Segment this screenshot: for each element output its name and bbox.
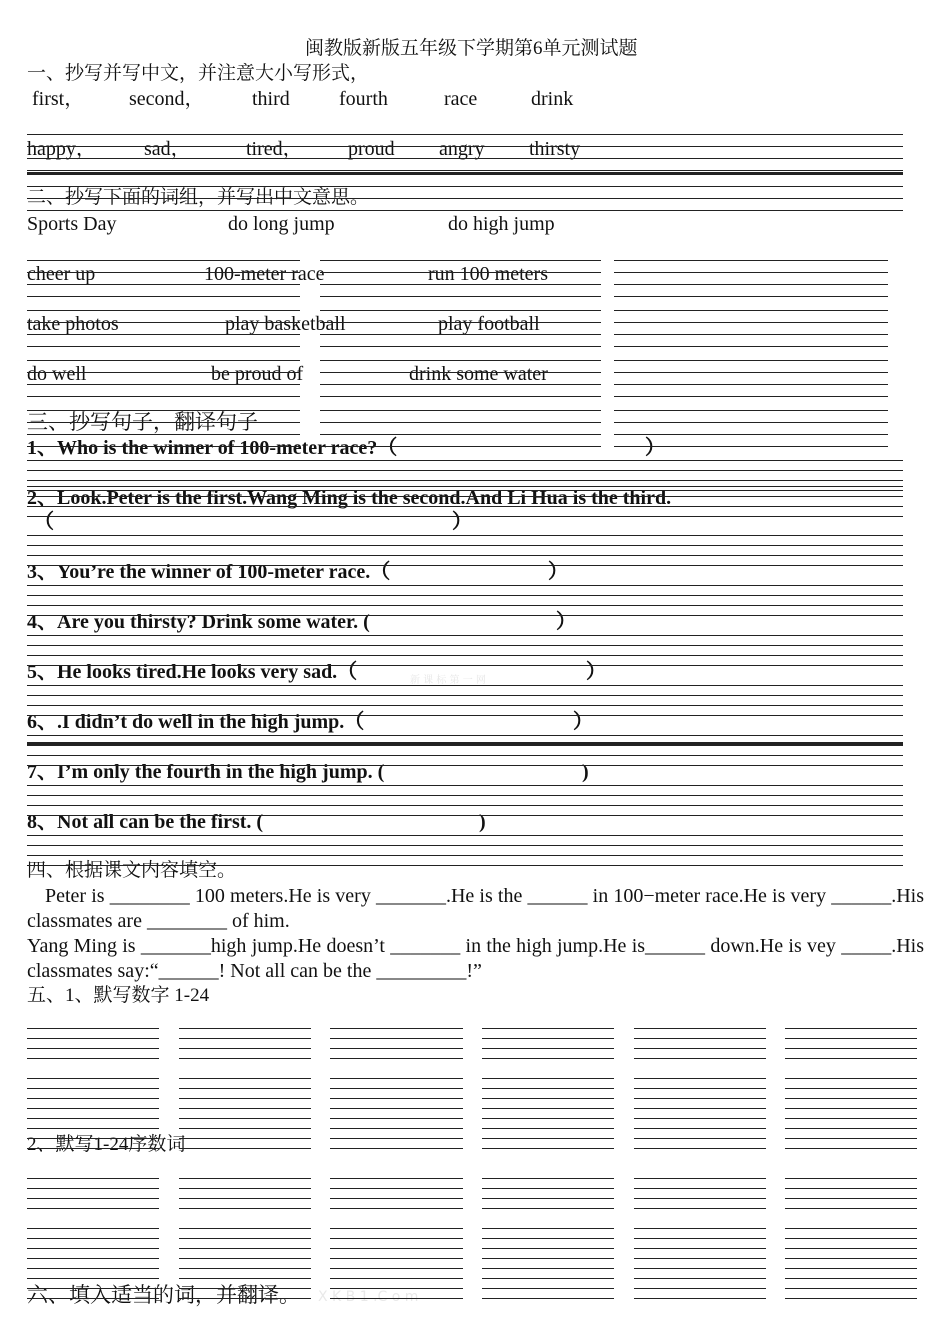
ruling-line: [634, 1278, 766, 1279]
ruling-line: [482, 1078, 614, 1079]
ruling-line: [27, 635, 903, 636]
ruling-line: [27, 805, 903, 806]
ruling-line: [27, 1248, 159, 1249]
ruling-line: [27, 1238, 159, 1239]
ruling-line: [27, 260, 300, 261]
ruling-line: [614, 396, 888, 397]
ruling-line: [179, 1288, 311, 1289]
ruling-line: [785, 1238, 917, 1239]
ruling-line: [320, 346, 601, 347]
ruling-line: [27, 486, 903, 487]
ruling-line: [614, 372, 888, 373]
ruling-line: [27, 745, 903, 746]
ruling-line: [179, 1088, 311, 1089]
ruling-line: [27, 585, 903, 586]
ruling-line: [482, 1228, 614, 1229]
sentence-7: 7、I’m only the fourth in the high jump. (: [27, 761, 385, 783]
ruling-line: [27, 434, 300, 435]
ruling-line: [785, 1128, 917, 1129]
ruling-line: [330, 1078, 463, 1079]
ruling-line: [320, 384, 601, 385]
ruling-line: [179, 1148, 311, 1149]
ruling-line: [27, 460, 903, 461]
ruling-line: [614, 346, 888, 347]
ruling-line: [27, 384, 300, 385]
ruling-line: [785, 1148, 917, 1149]
ruling-line: [482, 1298, 614, 1299]
sentence-3: 3、You’re the winner of 100-meter race.（: [27, 561, 391, 583]
ruling-line: [634, 1118, 766, 1119]
ruling-line: [482, 1258, 614, 1259]
ruling-line: [27, 422, 300, 423]
ruling-line: [27, 322, 300, 323]
ruling-line: [614, 384, 888, 385]
ruling-line: [614, 446, 888, 447]
word: second，: [129, 88, 205, 110]
watermark-text: X K B 1 .C o m: [318, 1289, 419, 1305]
ruling-line: [27, 815, 903, 816]
ruling-line: [27, 1278, 159, 1279]
ruling-line: [179, 1128, 311, 1129]
ruling-line: [27, 1298, 159, 1299]
sentence-2: 2、Look.Peter is the first.Wang Ming is the second.And Li Hua is the third.: [27, 487, 672, 509]
ruling-line: [320, 284, 601, 285]
ruling-line: [27, 516, 903, 517]
ruling-line: [634, 1178, 766, 1179]
ruling-line: [330, 1128, 463, 1129]
ruling-line: [330, 1208, 463, 1209]
ruling-line: [785, 1248, 917, 1249]
ruling-line: [785, 1108, 917, 1109]
sentence-8: 8、Not all can be the first. (: [27, 811, 264, 833]
ruling-line: [785, 1088, 917, 1089]
ruling-line: [330, 1088, 463, 1089]
ruling-line: [634, 1248, 766, 1249]
ruling-line: [330, 1198, 463, 1199]
ruling-line: [320, 410, 601, 411]
phrase: 100-meter race: [204, 263, 325, 285]
ruling-line: [482, 1088, 614, 1089]
phrase: do high jump: [448, 213, 555, 235]
ruling-line: [330, 1248, 463, 1249]
ruling-line: [27, 685, 903, 686]
ruling-line: [330, 1138, 463, 1139]
word: third: [252, 88, 290, 110]
ruling-line: [27, 310, 300, 311]
ruling-line: [179, 1108, 311, 1109]
ruling-line: [27, 134, 903, 135]
ruling-line: [179, 1058, 311, 1059]
ruling-line: [27, 1178, 159, 1179]
ruling-line: [634, 1148, 766, 1149]
ruling-line: [179, 1188, 311, 1189]
ruling-line: [330, 1298, 463, 1299]
ruling-line: [27, 855, 903, 856]
word: thirsty: [529, 138, 581, 160]
ruling-line: [27, 198, 903, 199]
ruling-line: [320, 360, 601, 361]
sentence-4: 4、Are you thirsty? Drink some water. (: [27, 611, 370, 633]
ruling-line: [785, 1098, 917, 1099]
phrase: play basketball: [225, 313, 346, 335]
ruling-line: [614, 410, 888, 411]
ruling-line: [27, 146, 903, 147]
section-6-heading: 六、填入适当的词，并翻译。: [27, 1283, 300, 1307]
word: angry: [439, 138, 485, 160]
ruling-line: [27, 705, 903, 706]
ruling-line: [179, 1198, 311, 1199]
ruling-line: [27, 170, 903, 171]
ruling-line: [482, 1238, 614, 1239]
ruling-line: [179, 1118, 311, 1119]
ruling-line: [27, 865, 903, 866]
phrase: do long jump: [228, 213, 335, 235]
ruling-line: [27, 765, 903, 766]
ruling-line: [179, 1258, 311, 1259]
ruling-line: [634, 1058, 766, 1059]
ruling-line: [614, 284, 888, 285]
ruling-line: [179, 1298, 311, 1299]
ruling-line: [482, 1288, 614, 1289]
phrase: play football: [438, 313, 540, 335]
close-paren: ): [479, 811, 486, 833]
section-3-heading: 三、抄写句子，翻译句子: [27, 410, 258, 434]
ruling-line: [27, 490, 903, 491]
ruling-line: [614, 422, 888, 423]
ruling-line: [27, 284, 300, 285]
ruling-line: [27, 1208, 159, 1209]
close-paren: ）: [556, 611, 576, 633]
ruling-line: [179, 1098, 311, 1099]
word: happy，: [27, 138, 96, 160]
ruling-line: [330, 1288, 463, 1289]
ruling-line: [27, 470, 903, 471]
ruling-line: [27, 480, 903, 481]
ruling-line: [320, 446, 601, 447]
ruling-line: [27, 158, 903, 159]
close-paren: ): [582, 761, 589, 783]
ruling-line: [482, 1198, 614, 1199]
ruling-line: [614, 260, 888, 261]
ruling-line: [27, 1098, 159, 1099]
ruling-line: [634, 1228, 766, 1229]
ruling-line: [482, 1148, 614, 1149]
ruling-line: [27, 535, 903, 536]
ruling-line: [634, 1208, 766, 1209]
ruling-line: [179, 1278, 311, 1279]
ruling-line: [330, 1188, 463, 1189]
close-paren: ）: [548, 561, 568, 583]
section-5-heading: 五、1、默写数字 1-24: [27, 985, 210, 1006]
ruling-line: [179, 1268, 311, 1269]
ruling-line: [27, 565, 903, 566]
ruling-line: [320, 422, 601, 423]
ruling-line: [634, 1128, 766, 1129]
ruling-line: [179, 1138, 311, 1139]
ruling-line: [634, 1268, 766, 1269]
ruling-line: [330, 1238, 463, 1239]
ruling-line: [614, 360, 888, 361]
section-5-subheading: 2、默写1-24序数词: [27, 1134, 186, 1155]
word: drink: [531, 88, 574, 110]
ruling-line: [27, 1188, 159, 1189]
ruling-line: [27, 655, 903, 656]
phrase: do well: [27, 363, 87, 385]
phrase: cheer up: [27, 263, 96, 285]
sentence-1: 1、Who is the winner of 100-meter race?（: [27, 437, 398, 459]
ruling-line: [482, 1208, 614, 1209]
ruling-line: [27, 506, 903, 507]
ruling-line: [320, 310, 601, 311]
ruling-line: [785, 1118, 917, 1119]
ruling-line: [614, 296, 888, 297]
close-paren: ）: [573, 711, 593, 733]
ruling-line: [482, 1248, 614, 1249]
phrase: Sports Day: [27, 213, 117, 235]
open-paren: （: [34, 511, 54, 533]
ruling-line: [614, 272, 888, 273]
ruling-line: [785, 1268, 917, 1269]
ruling-line: [634, 1238, 766, 1239]
ruling-line: [320, 272, 601, 273]
ruling-line: [634, 1038, 766, 1039]
ruling-line: [27, 1028, 159, 1029]
ruling-line: [179, 1248, 311, 1249]
ruling-line: [330, 1148, 463, 1149]
ruling-line: [614, 322, 888, 323]
ruling-line: [27, 334, 300, 335]
ruling-line: [482, 1098, 614, 1099]
ruling-line: [27, 742, 903, 745]
ruling-line: [482, 1178, 614, 1179]
ruling-line: [330, 1278, 463, 1279]
ruling-line: [27, 1198, 159, 1199]
ruling-line: [482, 1108, 614, 1109]
ruling-line: [634, 1288, 766, 1289]
ruling-line: [785, 1228, 917, 1229]
ruling-line: [320, 334, 601, 335]
ruling-line: [634, 1098, 766, 1099]
ruling-line: [634, 1198, 766, 1199]
ruling-line: [330, 1108, 463, 1109]
ruling-line: [27, 545, 903, 546]
ruling-line: [27, 1078, 159, 1079]
ruling-line: [27, 1088, 159, 1089]
phrase: drink some water: [409, 363, 548, 385]
ruling-line: [482, 1128, 614, 1129]
ruling-line: [785, 1298, 917, 1299]
ruling-line: [785, 1048, 917, 1049]
ruling-line: [634, 1298, 766, 1299]
ruling-line: [785, 1288, 917, 1289]
ruling-line: [27, 296, 300, 297]
ruling-line: [27, 496, 903, 497]
ruling-line: [614, 434, 888, 435]
ruling-line: [482, 1278, 614, 1279]
ruling-line: [27, 372, 300, 373]
ruling-line: [27, 272, 300, 273]
word: proud: [348, 138, 395, 160]
ruling-line: [634, 1078, 766, 1079]
ruling-line: [634, 1108, 766, 1109]
ruling-line: [27, 1258, 159, 1259]
ruling-line: [785, 1078, 917, 1079]
ruling-line: [330, 1028, 463, 1029]
ruling-line: [634, 1088, 766, 1089]
ruling-line: [179, 1078, 311, 1079]
ruling-line: [614, 334, 888, 335]
ruling-line: [320, 296, 601, 297]
sentence-6: 6、.I didn’t do well in the high jump.（: [27, 711, 365, 733]
ruling-line: [785, 1198, 917, 1199]
ruling-line: [27, 410, 300, 411]
ruling-line: [330, 1268, 463, 1269]
ruling-line: [27, 1268, 159, 1269]
ruling-line: [27, 1288, 159, 1289]
ruling-line: [634, 1258, 766, 1259]
ruling-line: [27, 1138, 159, 1139]
ruling-line: [785, 1028, 917, 1029]
ruling-line: [27, 785, 903, 786]
ruling-line: [320, 260, 601, 261]
ruling-line: [27, 1048, 159, 1049]
ruling-line: [179, 1228, 311, 1229]
ruling-line: [634, 1188, 766, 1189]
ruling-line: [482, 1058, 614, 1059]
ruling-line: [27, 555, 903, 556]
phrase: be proud of: [211, 363, 304, 385]
close-paren: ）: [645, 437, 665, 459]
ruling-line: [27, 1148, 159, 1149]
ruling-line: [27, 605, 903, 606]
word: first，: [32, 88, 85, 110]
ruling-line: [27, 755, 903, 756]
fill-in-paragraph-1: Peter is ________ 100 meters.He is very _______.He is the ______ in 100−meter race.He is very ______.His classmates are ________ of him.: [27, 885, 924, 932]
ruling-line: [482, 1028, 614, 1029]
ruling-line: [179, 1208, 311, 1209]
ruling-line: [320, 434, 601, 435]
page-title: 闽教版新版五年级下学期第6单元测试题: [305, 38, 638, 59]
word: tired，: [246, 138, 303, 160]
ruling-line: [785, 1178, 917, 1179]
ruling-line: [27, 795, 903, 796]
ruling-line: [482, 1138, 614, 1139]
section-4-heading: 四、根据课文内容填空。: [27, 860, 237, 881]
ruling-line: [27, 346, 300, 347]
ruling-line: [27, 174, 903, 175]
ruling-line: [27, 186, 903, 187]
ruling-line: [179, 1238, 311, 1239]
ruling-line: [634, 1138, 766, 1139]
ruling-line: [330, 1038, 463, 1039]
ruling-line: [27, 845, 903, 846]
ruling-line: [179, 1038, 311, 1039]
ruling-line: [27, 1128, 159, 1129]
ruling-line: [27, 396, 300, 397]
phrase: run 100 meters: [428, 263, 548, 285]
ruling-line: [482, 1268, 614, 1269]
ruling-line: [27, 360, 300, 361]
ruling-line: [27, 210, 903, 211]
ruling-line: [482, 1038, 614, 1039]
ruling-line: [330, 1228, 463, 1229]
ruling-line: [785, 1038, 917, 1039]
ruling-line: [330, 1058, 463, 1059]
word: sad，: [144, 138, 191, 160]
ruling-line: [27, 735, 903, 736]
ruling-line: [330, 1048, 463, 1049]
ruling-line: [634, 1028, 766, 1029]
close-paren: ）: [586, 661, 606, 683]
close-paren: ）: [452, 511, 472, 533]
ruling-line: [482, 1188, 614, 1189]
ruling-line: [27, 1108, 159, 1109]
ruling-line: [785, 1188, 917, 1189]
ruling-line: [179, 1178, 311, 1179]
ruling-line: [27, 615, 903, 616]
word: race: [444, 88, 478, 110]
fill-in-paragraph-2: Yang Ming is _______high jump.He doesn’t _______ in the high jump.He is______ down.He is vey _____.His classmates say:“______! Not all can be the _________!”: [27, 935, 924, 982]
ruling-line: [27, 1058, 159, 1059]
ruling-line: [785, 1058, 917, 1059]
section-2-heading: 二、抄写下面的词组，并写出中文意思。: [27, 187, 370, 208]
section-1-heading: 一、抄写并写中文，并注意大小写形式，: [27, 63, 370, 84]
ruling-line: [179, 1028, 311, 1029]
ruling-line: [320, 322, 601, 323]
ruling-line: [27, 645, 903, 646]
ruling-line: [330, 1178, 463, 1179]
ruling-line: [785, 1208, 917, 1209]
watermark-text: 新 课 标 第 一 网: [410, 675, 486, 686]
ruling-line: [482, 1048, 614, 1049]
ruling-line: [614, 310, 888, 311]
ruling-line: [27, 715, 903, 716]
ruling-line: [27, 1118, 159, 1119]
ruling-line: [27, 1228, 159, 1229]
ruling-line: [27, 1038, 159, 1039]
ruling-line: [634, 1048, 766, 1049]
ruling-line: [330, 1098, 463, 1099]
ruling-line: [785, 1278, 917, 1279]
word: fourth: [339, 88, 388, 110]
sentence-5: 5、He looks tired.He looks very sad.（: [27, 661, 358, 683]
ruling-line: [27, 595, 903, 596]
ruling-line: [179, 1048, 311, 1049]
ruling-line: [330, 1118, 463, 1119]
ruling-line: [320, 396, 601, 397]
ruling-line: [482, 1118, 614, 1119]
ruling-line: [27, 446, 300, 447]
ruling-line: [27, 665, 903, 666]
ruling-line: [320, 372, 601, 373]
ruling-line: [330, 1258, 463, 1259]
ruling-line: [785, 1138, 917, 1139]
ruling-line: [27, 835, 903, 836]
ruling-line: [27, 695, 903, 696]
phrase: take photos: [27, 313, 119, 335]
ruling-line: [785, 1258, 917, 1259]
